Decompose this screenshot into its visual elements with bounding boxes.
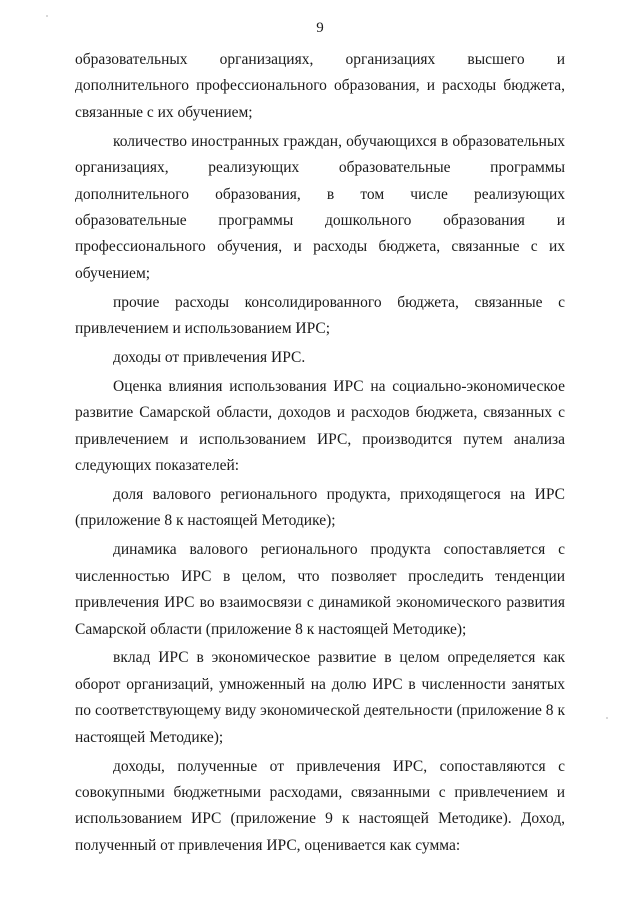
paragraph: прочие расходы консолидированного бюджета, связанные с привлечением и использованием ИРС; [75, 293, 565, 338]
paragraph: Оценка влияния использования ИРС на социально-экономическое развитие Самарской области, доходов и расходов бюджета, связанных с привлечением и использованием ИРС, производится путем анализа следующих показателей: [75, 377, 565, 475]
paragraph: доходы, полученные от привлечения ИРС, сопоставляются с совокупными бюджетными расходами, связанными с привлечением и использованием ИРС (приложение 9 к настоящей Методике). Доход, полученный от привлечения ИРС, оценивается как сумма: [75, 757, 565, 854]
scan-mark [606, 717, 608, 719]
paragraph: вклад ИРС в экономическое развитие в целом определяется как оборот организаций, умноженный на долю ИРС в численности занятых по соответствующему виду экономической деятельности (приложение 8 к настоящей Методике); [75, 649, 565, 746]
paragraph: образовательных организациях, организациях высшего и дополнительного профессионального образования, и расходы бюджета, связанные с их обучением; [75, 51, 565, 121]
page-number: 9 [316, 20, 324, 36]
paragraph: количество иностранных граждан, обучающихся в образовательных организациях, реализующих образовательные программы дополнительного образования, в том числе реализующих образовательные программы дошкольного образования и профессионального обучения, и расходы бюджета, связанные с их обучением; [75, 132, 565, 282]
scan-mark [46, 15, 48, 17]
paragraph: доходы от привлечения ИРС. [113, 348, 306, 366]
document-body [75, 47, 565, 862]
paragraph: доля валового регионального продукта, приходящегося на ИРС (приложение 8 к настоящей Методике); [75, 486, 565, 530]
paragraph: динамика валового регионального продукта сопоставляется с численностью ИРС в целом, что позволяет проследить тенденции привлечения ИРС во взаимосвязи с динамикой экономического развития Самарской области (приложение 8 к настоящей Методике); [75, 541, 565, 638]
